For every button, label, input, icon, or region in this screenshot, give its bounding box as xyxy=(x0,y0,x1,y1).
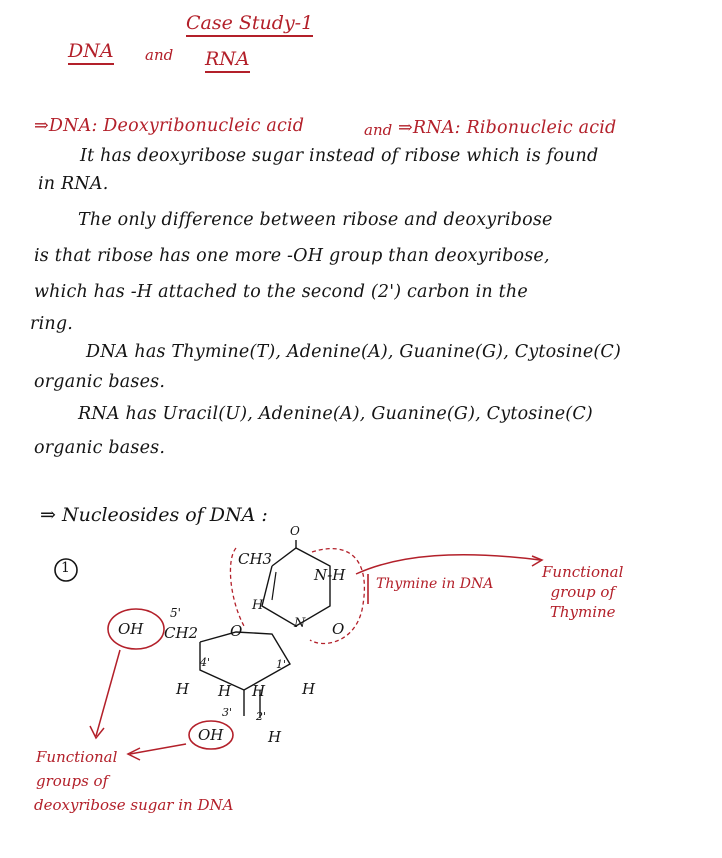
ring-h-label: H xyxy=(252,598,264,613)
thymine-functional-group-note: Functional group of Thymine xyxy=(542,563,624,621)
one-prime-label: 1' xyxy=(276,658,287,671)
three-prime-label: 3' xyxy=(222,706,233,719)
header-and: and xyxy=(145,46,174,64)
sugar-oxygen-label: O xyxy=(230,622,243,640)
oh-5prime-label: OH xyxy=(118,620,144,638)
two-prime-label: 2' xyxy=(256,710,267,723)
dna-definition: ⇒DNA: Deoxyribonucleic acid xyxy=(34,116,305,136)
oxygen-top-label: O xyxy=(290,524,300,538)
paragraph-line: RNA has Uracil(U), Adenine(A), Guanine(G), Cytosine(C) xyxy=(78,404,593,424)
paragraph-line: in RNA. xyxy=(38,174,109,194)
sugar-functional-groups-note: deoxyribose sugar in DNA xyxy=(34,796,234,814)
paragraph-line: The only difference between ribose and deoxyribose xyxy=(78,210,553,230)
case-title: Case Study-1 xyxy=(186,12,313,37)
header-rna: RNA xyxy=(205,48,250,73)
ch3-label: CH3 xyxy=(238,550,273,568)
h-2prime-label: H xyxy=(268,728,282,746)
h-label: H xyxy=(252,682,266,700)
ch2-label: CH2 xyxy=(164,624,199,642)
paragraph-line: organic bases. xyxy=(34,438,166,458)
paragraph-line: It has deoxyribose sugar instead of ribose which is found xyxy=(80,146,599,166)
header-dna: DNA xyxy=(68,40,114,65)
paragraph-line: ring. xyxy=(30,314,73,334)
ring-o-label: O xyxy=(332,620,345,638)
paragraph-line: which has -H attached to the second (2') carbon in the xyxy=(34,282,528,302)
paragraph-line: DNA has Thymine(T), Adenine(A), Guanine(G), Cytosine(C) xyxy=(86,342,622,362)
paragraph-line: organic bases. xyxy=(34,372,166,392)
paragraph-line: is that ribose has one more -OH group than deoxyribose, xyxy=(34,246,550,266)
definitions-and: and xyxy=(364,121,393,139)
h-label: H xyxy=(302,680,316,698)
sugar-functional-groups-note: groups of xyxy=(36,772,109,790)
h-label: H xyxy=(176,680,190,698)
nucleoside-number: 1 xyxy=(61,560,70,576)
five-prime-label: 5' xyxy=(170,606,181,620)
h-label: H xyxy=(218,682,232,700)
oh-3prime-label: OH xyxy=(198,726,224,744)
rna-definition: ⇒RNA: Ribonucleic acid xyxy=(398,118,617,138)
sugar-functional-groups-note: Functional xyxy=(36,748,118,766)
thymine-in-dna-label: Thymine in DNA xyxy=(376,576,494,592)
nucleosides-heading: ⇒ Nucleosides of DNA : xyxy=(40,504,268,526)
nh-label: N-H xyxy=(314,566,346,584)
four-prime-label: 4' xyxy=(200,656,211,669)
ring-n-label: N xyxy=(294,616,306,631)
